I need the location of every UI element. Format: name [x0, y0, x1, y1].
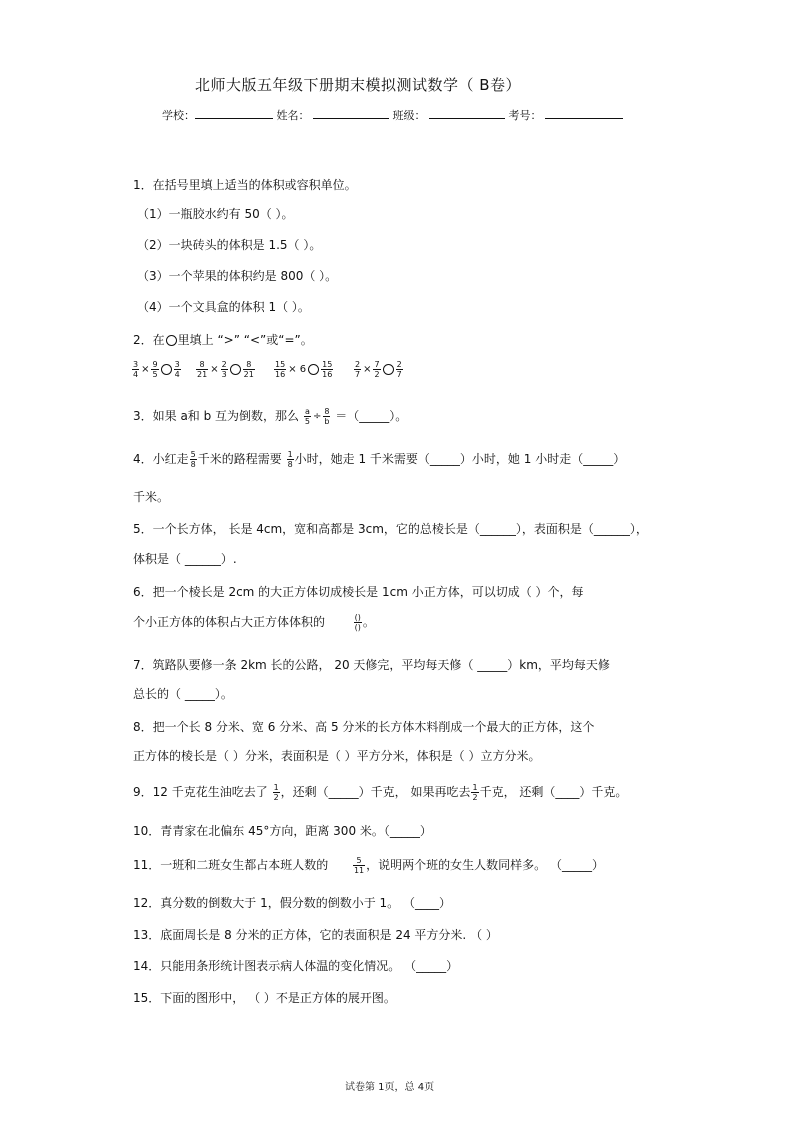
q8-line-1: 8．把一个长 8 分米、宽 6 分米、高 5 分米的长方体木料削成一个最大的正方体，这个 [133, 720, 595, 734]
fraction: $\frac{8}{21}$ [243, 360, 254, 379]
fraction: $\frac{8}{21}$ [197, 360, 208, 379]
blank-circle-icon [166, 335, 177, 346]
q1-item-4: （4）一个文具盒的体积 1（ ）。 [137, 300, 310, 314]
fraction: $\frac{2}{3}$ [221, 360, 227, 379]
q1-stem: 1．在括号里填上适当的体积或容积单位。 [133, 178, 357, 192]
q6-tail: 。 [362, 615, 375, 629]
q2-stem [133, 331, 313, 348]
q6-line-2 [133, 613, 375, 632]
fraction: $\frac{2}{7}$ [355, 360, 361, 379]
page-title: 北师大版五年级下册期末模拟测试数学（ B卷） [195, 76, 522, 94]
fraction: $\frac{7}{2}$ [374, 360, 380, 379]
answer-circle[interactable] [308, 364, 319, 375]
q3-text-b: ＝（_____）。 [335, 409, 408, 423]
fraction: $\frac{a}{5}$ [304, 407, 310, 426]
school-field[interactable] [195, 108, 273, 119]
q11-text-b: ，说明两个班的女生人数同样多。 （_____） [366, 858, 604, 872]
fraction: $\frac{8}{b}$ [324, 407, 330, 426]
q4-text-b: 千米的路程需要 [197, 452, 282, 466]
q15: 15．下面的图形中， （ ）不是正方体的展开图。 [133, 991, 396, 1005]
q1-item-2: （2）一块砖头的体积是 1.5（ ）。 [137, 238, 322, 252]
fraction: $\frac{1}{2}$ [273, 783, 279, 802]
q11 [133, 856, 604, 875]
q2-stem-b: 里填上 “>” “<”或“=”。 [177, 333, 313, 347]
fraction: $\frac{9}{5}$ [152, 360, 158, 379]
q9-text-c: 千克， 还剩（____）千克。 [479, 785, 628, 799]
answer-circle[interactable] [383, 364, 394, 375]
q1-item-1: （1）一瓶胶水约有 50（ ）。 [137, 207, 294, 221]
q4-text-c: 小时，她走 1 千米需要（_____）小时，她 1 小时走（_____） [294, 452, 626, 466]
fraction: $\frac{1}{8}$ [287, 450, 293, 469]
class-field[interactable] [429, 108, 505, 119]
q8-line-2: 正方体的棱长是（ ）分米，表面积是（ ）平方分米，体积是（ ）立方分米。 [133, 749, 541, 763]
fraction: $\frac{1}{2}$ [472, 783, 478, 802]
q7-line-2: 总长的（ _____）。 [133, 687, 233, 701]
page-footer: 试卷第 1页，总 4页 [345, 1082, 435, 1093]
name-label: 姓名： [276, 109, 310, 122]
q7-line-1: 7．筑路队要修一条 2km 长的公路， 20 天修完，平均每天修（ _____）km，平均每天修 [133, 658, 610, 672]
q6-text: 个小正方体的体积占大正方体体积的 [133, 615, 326, 629]
fraction: $\frac{15}{16}$ [322, 360, 333, 379]
q2-stem-a: 2．在 [133, 333, 165, 347]
q2-expr-2: $\frac{8}{21}$ × $\frac{2}{3}$ $\frac{8}{21}$ [197, 360, 254, 379]
q3-text-a: 3．如果 a和 b 互为倒数，那么 [133, 409, 300, 423]
school-label: 学校： [162, 109, 195, 122]
fraction: $\frac{15}{16}$ [275, 360, 286, 379]
fraction: $\frac{2}{7}$ [396, 360, 402, 379]
info-line [162, 107, 623, 123]
id-field[interactable] [545, 108, 623, 119]
q13: 13．底面周长是 8 分米的正方体，它的表面积是 24 平方分米. （ ） [133, 928, 498, 942]
q12: 12．真分数的倒数大于 1，假分数的倒数小于 1。 （____） [133, 896, 451, 910]
class-label: 班级： [392, 109, 426, 122]
q2-expr-3: $\frac{15}{16}$ × 6 $\frac{15}{16}$ [275, 360, 333, 379]
q2-expr-4: $\frac{2}{7}$ × $\frac{7}{2}$ $\frac{2}{7}$ [355, 360, 402, 379]
name-field[interactable] [313, 108, 389, 119]
id-label: 考号： [508, 109, 542, 122]
q1-item-3: （3）一个苹果的体积约是 800（ ）。 [137, 269, 338, 283]
q3: 3．如果 a和 b 互为倒数，那么 $\frac{a}{5}$ ÷ $\frac{8}{b}$ ＝（_____）。 [133, 407, 408, 426]
q5-line-1: 5．一个长方体， 长是 4cm，宽和高都是 3cm，它的总棱长是（______），表面积是（______）， [133, 522, 648, 536]
answer-circle[interactable] [230, 364, 241, 375]
q11-text-a: 11．一班和二班女生都占本班人数的 [133, 858, 329, 872]
q2-expr-1: $\frac{3}{4}$ × $\frac{9}{5}$ $\frac{3}{4}$ [133, 360, 180, 379]
answer-circle[interactable] [161, 364, 172, 375]
fraction: $\frac{5}{11}$ [353, 856, 365, 875]
q6-line-1: 6．把一个棱长是 2cm 的大正方体切成棱长是 1cm 小正方体，可以切成（ ）个，每 [133, 585, 584, 599]
q9-text-b: ，还剩（_____）千克， 如果再吃去 [280, 785, 471, 799]
q5-line-2: 体积是（ ______）. [133, 552, 237, 566]
q4-text-a: 4．小红走 [133, 452, 189, 466]
q10: 10．青青家在北偏东 45°方向，距离 300 米。（_____） [133, 824, 432, 838]
fraction: $\frac{()}{()}$ [354, 613, 361, 632]
fraction: $\frac{3}{4}$ [133, 360, 139, 379]
q9-text-a: 9．12 千克花生油吃去了 [133, 785, 268, 799]
q4-line-2: 千米。 [133, 490, 170, 504]
q14: 14．只能用条形统计图表示病人体温的变化情况。 （_____） [133, 959, 459, 973]
q9 [133, 783, 627, 802]
fraction: $\frac{5}{8}$ [190, 450, 196, 469]
q4-line-1 [133, 450, 625, 469]
fraction: $\frac{3}{4}$ [174, 360, 180, 379]
